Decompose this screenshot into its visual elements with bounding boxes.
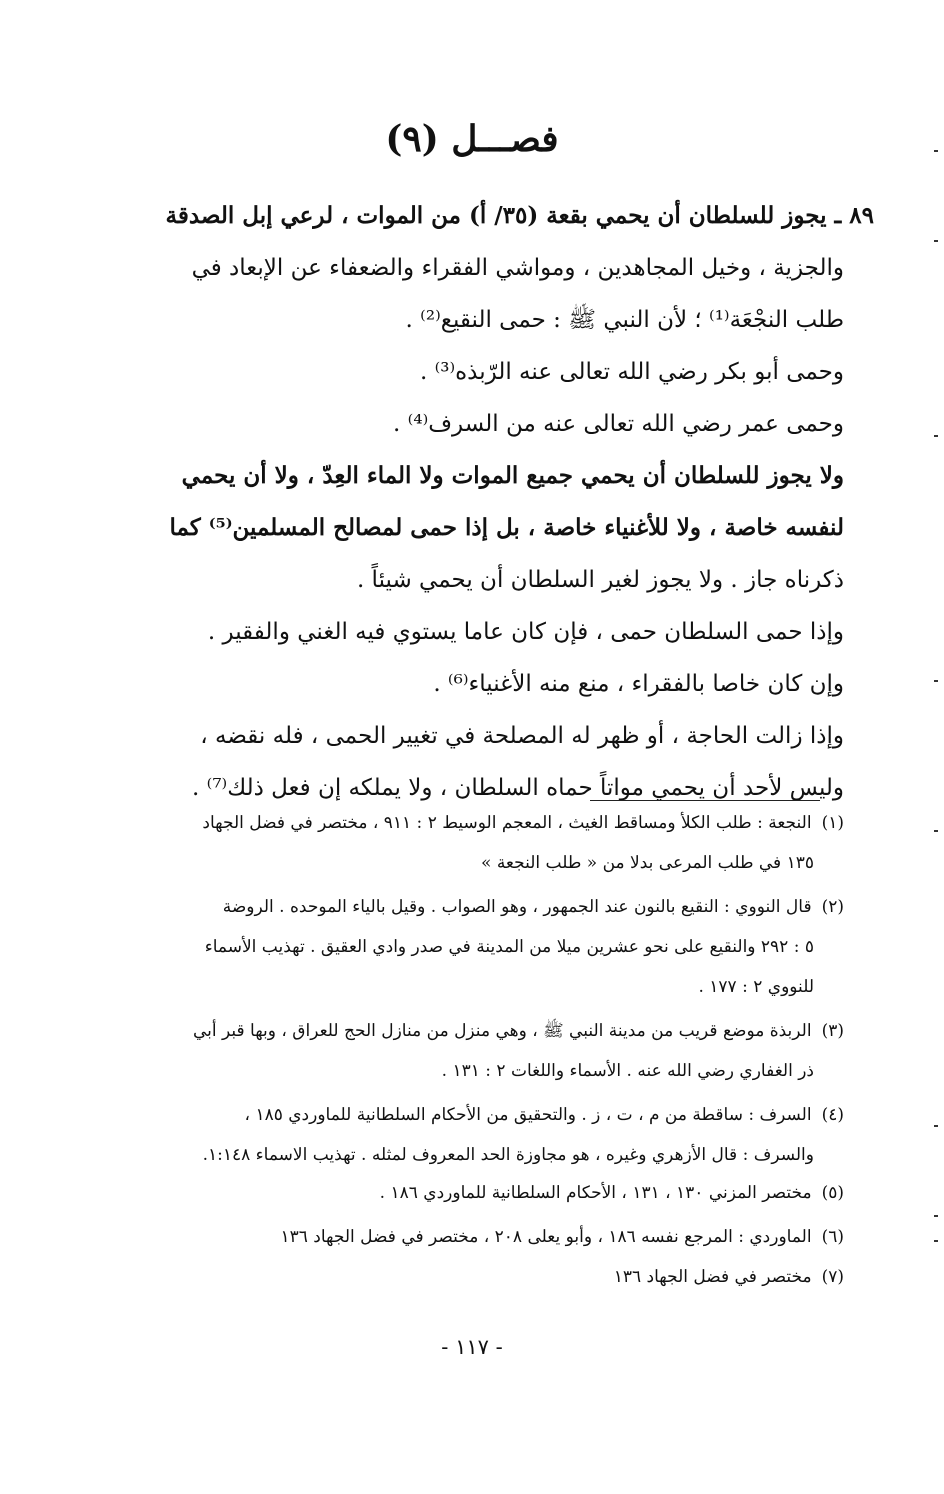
footnote-number: (٣) xyxy=(821,1021,844,1041)
body-line: وليس لأحد أن يحمي مواتاً حماه السلطان ، ولا يملكه إن فعل ذلك⁽⁷⁾ . xyxy=(192,775,844,801)
footnote-text: السرف : ساقطة من م ، ت ، ز . والتحقيق من الأحكام السلطانية للماوردي ١٨٥ ، xyxy=(244,1105,812,1125)
footnote-text: والسرف : قال الأزهري وغيره ، هو مجاوزة الحد المعروف لمثله . تهذيب الاسماء ١:١٤٨. xyxy=(202,1145,814,1165)
scan-mark xyxy=(934,1125,938,1127)
scan-mark xyxy=(934,830,938,832)
body-line: وإذا زالت الحاجة ، أو ظهر له المصلحة في تغيير الحمى ، فله نقضه ، xyxy=(200,723,844,749)
footnote-line xyxy=(124,1178,844,1208)
body-line: ذكرناه جاز . ولا يجوز لغير السلطان أن يحمي شيئاً . xyxy=(356,567,844,593)
page-number: - ١١٧ - xyxy=(441,1335,503,1359)
body-line: وإن كان خاصا بالفقراء ، منع منه الأغنياء⁽⁶⁾ . xyxy=(433,671,844,697)
scan-mark xyxy=(934,240,938,242)
scan-mark xyxy=(934,680,938,682)
footnote-line xyxy=(124,808,844,838)
section-title: فصـــل (٩) xyxy=(385,118,559,160)
body-line: وحمى عمر رضي الله تعالى عنه من السرف⁽⁴⁾ . xyxy=(393,411,844,437)
footnote-text: ١٣٥ في طلب المرعى بدلا من « طلب النجعة » xyxy=(481,853,814,873)
footnote-number: (٧) xyxy=(821,1267,844,1287)
footnote-line xyxy=(124,1100,844,1130)
body-line: ولا يجوز للسلطان أن يحمي جميع الموات ولا الماء العِدّ ، ولا أن يحمي xyxy=(181,462,844,489)
footnote-line xyxy=(94,1140,814,1170)
footnote-line xyxy=(124,892,844,922)
footnote-text: ٥ : ٢٩٢ والنقيع على نحو عشرين ميلا من المدينة في صدر وادي العقيق . تهذيب الأسماء xyxy=(204,937,814,957)
body-line: ٨٩ ـ يجوز للسلطان أن يحمي بقعة (٣٥/ أ) من الموات ، لرعي إبل الصدقة xyxy=(165,202,874,229)
footnote-number: (٢) xyxy=(821,897,844,917)
footnote-line xyxy=(124,1222,844,1252)
footnote-number: (٥) xyxy=(821,1183,844,1203)
body-line: والجزية ، وخيل المجاهدين ، ومواشي الفقراء والضعفاء عن الإبعاد في xyxy=(191,255,844,281)
footnote-text: مختصر المزني ١٣٠ ، ١٣١ ، الأحكام السلطانية للماوردي ١٨٦ . xyxy=(379,1183,812,1203)
body-line: لنفسه خاصة ، ولا للأغنياء خاصة ، بل إذا حمى لمصالح المسلمين⁽⁵⁾ كما xyxy=(169,514,844,541)
footnote-number: (١) xyxy=(821,813,844,833)
footnote-text: ذر الغفاري رضي الله عنه . الأسماء واللغات ٢ : ١٣١ . xyxy=(441,1061,814,1081)
footnote-line xyxy=(94,972,814,1002)
scan-mark xyxy=(934,435,938,437)
body-line: وإذا حمى السلطان حمى ، فإن كان عاما يستوي فيه الغني والفقير . xyxy=(207,619,844,645)
body-line: وحمى أبو بكر رضي الله تعالى عنه الرّبذه⁽³⁾ . xyxy=(419,359,844,385)
footnote-divider xyxy=(590,800,820,801)
footnote-number: (٦) xyxy=(821,1227,844,1247)
scan-mark xyxy=(934,1240,938,1242)
footnote-line xyxy=(94,1056,814,1086)
scan-mark xyxy=(934,1215,938,1217)
footnote-text: الماوردي : المرجع نفسه ١٨٦ ، وأبو يعلى ٢٠٨ ، مختصر في فضل الجهاد ١٣٦ xyxy=(280,1227,812,1247)
footnote-line xyxy=(94,932,814,962)
footnote-text: قال النووي : النقيع بالنون عند الجمهور ، وهو الصواب . وقيل بالياء الموحده . الروضة xyxy=(222,897,812,917)
footnote-text: للنووي ٢ : ١٧٧ . xyxy=(698,977,814,997)
body-line: طلب النجْعَة⁽¹⁾ ؛ لأن النبي ﷺ : حمى النقيع⁽²⁾ . xyxy=(405,307,844,333)
footnote-line xyxy=(94,848,814,878)
footnote-number: (٤) xyxy=(821,1105,844,1125)
footnote-line xyxy=(124,1262,844,1292)
scan-mark xyxy=(934,150,938,152)
footnote-text: النجعة : طلب الكلأ ومساقط الغيث ، المعجم الوسيط ٢ : ٩١١ ، مختصر في فضل الجهاد xyxy=(202,813,812,833)
footnote-text: مختصر في فضل الجهاد ١٣٦ xyxy=(613,1267,812,1287)
footnote-line xyxy=(124,1016,844,1046)
footnote-text: الربذة موضع قريب من مدينة النبي ﷺ ، وهي منزل من منازل الحج للعراق ، وبها قبر أبي xyxy=(192,1021,812,1041)
